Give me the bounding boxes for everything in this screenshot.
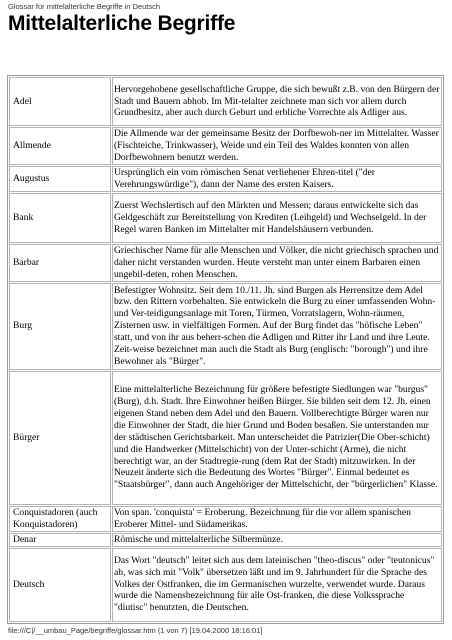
term-cell: Conquistadoren (auch Konquistadoren) — [9, 506, 111, 532]
print-footer-file-info: file:///C|/__umbau_Page/begriffe/glossar.htm (1 von 7) [19.04.2000 18:16:01] — [8, 626, 263, 635]
definition-cell: Zuerst Wechslertisch auf den Märkten und Messen; daraus entwickelte sich das Geldgeschäft zur Bereitstellung von Krediten (Leihgeld) und Wechselgeld. In der Regel waren Banken im Mittelalter mit Handelshäusern verbunden. — [112, 193, 442, 243]
term-cell: Burg — [9, 283, 111, 370]
definition-cell: Befestigter Wohnsitz. Seit dem 10./11. Jh. sind Burgen als Herrensitze dem Adel bzw. den Rittern vorbehalten. Sie entwickeln die Burg zu einer umfassenden Wohn- und Ver-teidigungsanlage mit Toren, Türmen, Vorratslagern, Wohn-räumen, Zisternen usw. in vielfältigen Formen. Auf der Burg findet das "höfische Leben" statt, und von ihr aus beherr-schen die Adligen und Ritter ihr Land und ihre Leute. Zeit-weise bezeichnet man auch die Stadt als Burg (englisch: "borough") und ihre Bewohner als "Bürger". — [112, 283, 442, 370]
definition-cell: Römische und mittelalterliche Silbermünze. — [112, 533, 442, 547]
definition-cell: Hervorgehobene gesellschaftliche Gruppe, die sich bewußt z.B. von den Bürgern der Stadt und Bauern abhob. Im Mit-telalter zeichnete man sich vor allem durch Grundbesitz, aber auch durch Geburt und erbliche Vorrechte als Adliger aus. — [112, 77, 442, 126]
table-row — [9, 548, 442, 622]
table-row — [9, 371, 442, 505]
term-cell: Bürger — [9, 371, 111, 505]
definition-cell: Ursprünglich ein vom römischen Senat verliehener Ehren-titel ("der Verehrungswürdige"), dann der Name des ersten Kaisers. — [112, 166, 442, 192]
term-cell: Adel — [9, 77, 111, 126]
table-row — [9, 193, 442, 243]
glossary-table — [7, 75, 444, 624]
table-row — [9, 77, 442, 126]
print-header-title: Glossar für mittelalterliche Begriffe in Deutsch — [8, 2, 161, 11]
term-cell: Bank — [9, 193, 111, 243]
page-title: Mittelalterliche Begriffe — [8, 12, 236, 35]
definition-cell: Die Allmende war der gemeinsame Besitz der Dorfbewoh-ner im Mittelalter. Wasser (Fischteiche, Trinkwasser), Weide und ein Teil des Waldes konnten von allen Dorfbewohnern benutzt werden. — [112, 127, 442, 165]
table-row — [9, 244, 442, 282]
definition-cell: Von span. 'conquista' = Eroberung. Bezeichnung für die vor allem spanischen Eroberer Mittel- und Südamerikas. — [112, 506, 442, 532]
definition-cell: Das Wort "deutsch" leitet sich aus dem lateinischen "theo-discus" oder "teutonicus" ab, was sich mit "Volk" übersetzen läßt und im 9. Jahrhundert für die Sprache des Volkes der Ostfranken, die im Germanischen wurzelte, verwendet wurde. Daraus wurde die Namensbezeichnung für alle Ost-franken, die diese Volkssprache "diutisc" benutzten, die Deutschen. — [112, 548, 442, 622]
term-cell: Deutsch — [9, 548, 111, 622]
term-cell: Denar — [9, 533, 111, 547]
term-cell: Augustus — [9, 166, 111, 192]
definition-cell: Eine mittelalterliche Bezeichnung für größere befestigte Siedlungen war "burgus" (Burg), d.h. Stadt. Ihre Einwohner heißen Bürger. Sie bilden seit dem 12. Jh. einen eigenen Stand neben dem Adel und den Bauern. Vollberechtigte Bürger waren nur die Einwohner der Stadt, die hier Grund und Boden besaßen. Sie unterstanden nur der städtischen Gerichtsbarkeit. Man unterscheidet die Patrizier(Die Ober-schicht) und die Handwerker (Mittelschicht) von der Unter-schicht (Arme), die nicht berechtigt war, an der Stadtregie-rung (dem Rat der Stadt) mitzuwirken. In der Neuzeit änderte sich die Bedeutung des Wortes "Bürger". Einmal bedeutet es "Staatsbürger", dann auch Angehöriger der Mittelschicht, der "bürgerlichen" Klasse. — [112, 371, 442, 505]
table-row — [9, 166, 442, 192]
table-row — [9, 127, 442, 165]
table-row — [9, 283, 442, 370]
definition-cell: Griechischer Name für alle Menschen und Völker, die nicht griechisch sprachen und daher nicht verstanden wurden. Heute versteht man unter einem Barbaren einen ungebil-deten, rohen Menschen. — [112, 244, 442, 282]
table-row — [9, 533, 442, 547]
term-cell: Barbar — [9, 244, 111, 282]
table-row — [9, 506, 442, 532]
term-cell: Allmende — [9, 127, 111, 165]
